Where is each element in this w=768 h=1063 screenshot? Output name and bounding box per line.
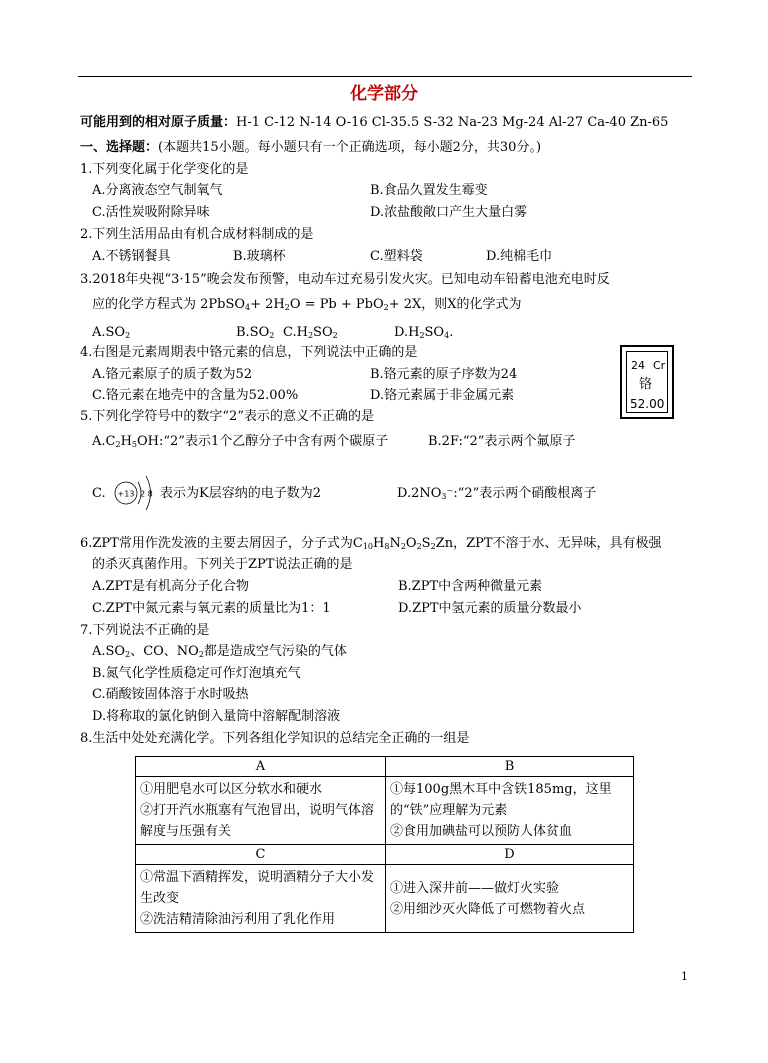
- q3-eq-part: 应的化学方程式为 2PbSO: [92, 297, 246, 312]
- q4-stem: 4.右图是元素周期表中铬元素的信息，下列说法中正确的是: [80, 345, 418, 360]
- atomic-mass-line: [80, 116, 668, 129]
- atomic-mass-values: H-1 C-12 N-14 O-16 Cl-35.5 S-32 Na-23 Mg-24 Al-27 Ca-40 Zn-65: [236, 115, 669, 130]
- q6-text: S: [421, 536, 431, 551]
- q7-a-sub: 2: [198, 650, 204, 659]
- table-row: [136, 757, 634, 777]
- q6-option-a: A.ZPT是有机高分子化合物: [92, 579, 249, 594]
- cell-d-line1: ①进入深井前——做灯火实验: [390, 880, 560, 896]
- cell-a-line1: ①用肥皂水可以区分软水和硬水: [140, 782, 323, 797]
- cell-a-line2: ②打开汽水瓶塞有气泡冒出，说明气体溶解度与压强有关: [140, 803, 375, 839]
- q3-option-a: [92, 326, 130, 339]
- q3-b-sub: 2: [269, 331, 275, 340]
- shell-electrons: 2 8: [140, 489, 153, 499]
- q3-eq-part: + 2X，则X的化学式为: [388, 297, 522, 312]
- q1-option-d: D.浓盐酸敞口产生大量白雾: [370, 205, 528, 220]
- table-header-d: D: [386, 845, 634, 865]
- q3-d-text: .: [449, 325, 454, 340]
- q7-option-d: D.将称取的氯化钠倒入量筒中溶解配制溶液: [92, 709, 341, 724]
- aluminum-atom-structure-diagram: [110, 468, 160, 518]
- q5-a-text: A.C: [92, 434, 116, 449]
- cr-atomic-number: 24: [631, 359, 645, 372]
- q6-sub: 2: [400, 542, 406, 551]
- q1-option-a: A.分离液态空气制氧气: [92, 183, 223, 198]
- q7-stem: 7.下列说法不正确的是: [80, 623, 210, 638]
- q3-b-text: B.SO: [236, 325, 270, 340]
- q6-text: H: [373, 536, 385, 551]
- q3-equation: [92, 298, 522, 311]
- section-heading: [80, 141, 541, 154]
- q3-c-sub: 2: [307, 331, 314, 340]
- q5-a-text: H: [120, 434, 132, 449]
- q8-options-table: [135, 756, 634, 933]
- page-title: 化学部分: [350, 84, 418, 104]
- q3-c-text: C.H: [283, 325, 308, 340]
- table-cell-c: [136, 865, 386, 933]
- q6-text: 6.ZPT常用作洗发液的主要去屑因子，分子式为C: [80, 536, 363, 551]
- cr-name: 铬: [639, 377, 653, 392]
- header-rule: [78, 76, 692, 77]
- q6-sub: 10: [362, 542, 373, 551]
- q2-option-c: C.塑料袋: [370, 249, 423, 264]
- q5-d-sub: 3: [441, 492, 447, 501]
- page-number: 1: [681, 970, 688, 983]
- q6-line2: 的杀灭真菌作用。下列关于ZPT说法正确的是: [92, 557, 353, 572]
- q6-option-d: D.ZPT中氢元素的质量分数最小: [398, 601, 582, 616]
- q3-eq-sub: 2: [284, 303, 290, 312]
- table-cell-d: [386, 865, 634, 933]
- q5-d-text: D.2NO: [397, 486, 442, 501]
- q5-option-c-label: C.: [92, 486, 106, 501]
- q7-a-text: 都是造成空气污染的气体: [203, 644, 347, 659]
- q6-option-c: C.ZPT中氮元素与氧元素的质量比为1：1: [92, 601, 331, 616]
- q1-stem: 1.下列变化属于化学变化的是: [80, 162, 249, 177]
- q3-d-sub: 4: [444, 331, 450, 340]
- q3-line1: 3.2018年央视“3·15”晚会发布预警，电动车过充易引发火灾。已知电动车铅蓄电池充电时反: [80, 272, 610, 287]
- q1-option-c: C.活性炭吸附除异味: [92, 205, 210, 220]
- q5-option-a: [92, 435, 388, 448]
- q6-sub: 2: [430, 542, 436, 551]
- q1-option-b: B.食品久置发生霉变: [370, 183, 488, 198]
- q3-eq-part: O = Pb + PbO: [289, 297, 384, 312]
- q2-stem: 2.下列生活用品由有机合成材料制成的是: [80, 227, 314, 242]
- table-cell-a: [136, 777, 386, 845]
- q3-eq-part: + 2H: [250, 297, 285, 312]
- section-label: 一、选择题：: [80, 140, 159, 155]
- cr-symbol: Cr: [653, 359, 666, 372]
- q4-option-c: C.铬元素在地壳中的含量为52.00%: [92, 388, 299, 403]
- q3-c-sub: 2: [332, 331, 338, 340]
- q4-option-a: A.铬元素原子的质子数为52: [92, 367, 253, 382]
- q5-a-sub: 5: [131, 440, 137, 449]
- atomic-mass-label: 可能用到的相对原子质量：: [80, 115, 237, 130]
- q3-option-b: [236, 326, 274, 339]
- q5-a-sub: 2: [115, 440, 121, 449]
- chromium-element-card: [620, 345, 674, 419]
- table-row: [136, 777, 634, 845]
- q5-option-d: [397, 487, 596, 500]
- q5-option-b: B.2F:“2”表示两个氟原子: [428, 434, 576, 449]
- q6-text: N: [389, 536, 401, 551]
- cell-b-line2: ②食用加碘盐可以预防人体贫血: [390, 824, 573, 839]
- cr-mass: 52.00: [630, 397, 665, 411]
- table-row: [136, 865, 634, 933]
- cell-d-line2: ②用细沙灭火降低了可燃物着火点: [390, 901, 586, 917]
- q3-d-sub: 2: [419, 331, 425, 340]
- table-cell-b: [386, 777, 634, 845]
- q6-text: O: [405, 536, 417, 551]
- q3-d-text: D.H: [394, 325, 420, 340]
- cell-b-line1: ①每100g黑木耳中含铁185mg，这里的“铁”应理解为元素: [390, 782, 612, 818]
- q2-option-a: A.不锈钢餐具: [92, 249, 171, 264]
- q6-sub: 2: [416, 542, 422, 551]
- cell-c-line2: ②洗洁精清除油污利用了乳化作用: [140, 912, 336, 927]
- table-header-b: B: [386, 757, 634, 777]
- section-desc: (本题共15小题。每小题只有一个正确选项，每小题2分，共30分。): [158, 140, 542, 155]
- q3-option-d: [394, 326, 453, 339]
- q7-option-b: B.氮气化学性质稳定可作灯泡填充气: [92, 666, 301, 681]
- q6-option-b: B.ZPT中含两种微量元素: [398, 579, 543, 594]
- q3-d-text: SO: [424, 325, 445, 340]
- q6-sub: 8: [384, 542, 390, 551]
- q6-line1: [80, 537, 662, 550]
- q3-eq-sub: 4: [245, 303, 251, 312]
- q8-stem: 8.生活中处处充满化学。下列各组化学知识的总结完全正确的一组是: [80, 731, 470, 746]
- table-row: [136, 845, 634, 865]
- q3-eq-sub: 2: [383, 303, 389, 312]
- q2-option-d: D.纯棉毛巾: [486, 249, 553, 264]
- q7-a-text: 、CO、NO: [130, 644, 199, 659]
- nucleus-charge: +13: [117, 489, 135, 499]
- table-header-c: C: [136, 845, 386, 865]
- q5-stem: 5.下列化学符号中的数字“2”表示的意义不正确的是: [80, 409, 374, 424]
- q5-option-c-text: 表示为K层容纳的电子数为2: [160, 486, 321, 501]
- q3-a-text: A.SO: [92, 325, 126, 340]
- q3-a-sub: 2: [125, 331, 131, 340]
- q3-option-c: [283, 326, 338, 339]
- q2-option-b: B.玻璃杯: [233, 249, 286, 264]
- q4-option-b: B.铬元素的原子序数为24: [370, 367, 518, 382]
- q7-option-c: C.硝酸铵固体溶于水时吸热: [92, 687, 249, 702]
- q5-a-text: OH:“2”表示1个乙醇分子中含有两个碳原子: [137, 434, 389, 449]
- q7-a-sub: 2: [125, 650, 131, 659]
- chromium-element-card-inner: [626, 351, 668, 413]
- table-header-a: A: [136, 757, 386, 777]
- q7-a-text: A.SO: [92, 644, 126, 659]
- q6-text: Zn，ZPT不溶于水、无异味，具有极强: [435, 536, 662, 551]
- cell-c-line1: ①常温下酒精挥发，说明酒精分子大小发生改变: [140, 870, 375, 906]
- q7-option-a: [92, 645, 347, 658]
- q4-option-d: D.铬元素属于非金属元素: [370, 388, 515, 403]
- q3-c-text: SO: [313, 325, 333, 340]
- q5-d-text: ⁻:“2”表示两个硝酸根离子: [446, 486, 597, 501]
